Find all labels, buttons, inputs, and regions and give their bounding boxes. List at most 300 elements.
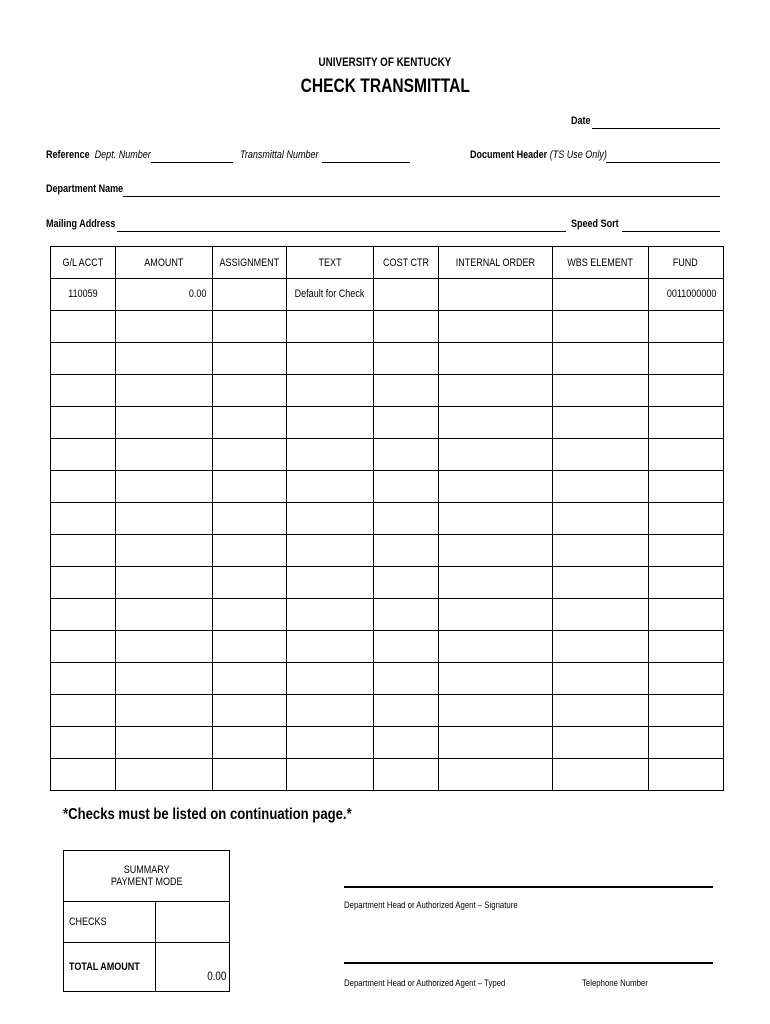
date-label: Date <box>571 115 591 127</box>
cell-fund[interactable] <box>648 631 723 663</box>
cell-wbs-element[interactable] <box>552 407 648 439</box>
cell-gl-acct[interactable] <box>51 343 116 375</box>
cell-cost-ctr[interactable] <box>373 343 438 375</box>
wbs-element-value <box>553 279 648 300</box>
assignment-value <box>213 535 286 556</box>
total-amount-label: TOTAL AMOUNT <box>69 961 140 973</box>
checks-label-cell <box>64 902 156 943</box>
text-value <box>287 663 373 684</box>
col-internal-order: INTERNAL ORDER <box>438 247 552 279</box>
cell-assignment[interactable] <box>213 407 287 439</box>
cell-fund[interactable] <box>648 663 723 695</box>
fund-value <box>649 311 723 332</box>
department-name-label: Department Name <box>46 183 124 195</box>
gl-acct-value <box>51 407 115 428</box>
cell-text[interactable] <box>286 375 373 407</box>
cell-wbs-element[interactable] <box>552 279 648 311</box>
cell-fund[interactable] <box>648 695 723 727</box>
mailing-address-label: Mailing Address <box>46 218 116 230</box>
fund-value <box>649 567 723 588</box>
dept-number-label: Dept. Number <box>94 149 151 161</box>
table-row <box>51 375 724 407</box>
assignment-value <box>213 407 286 428</box>
cell-gl-acct[interactable] <box>51 503 116 535</box>
cell-gl-acct[interactable] <box>51 727 116 759</box>
table-row <box>51 343 724 375</box>
table-row <box>51 759 724 791</box>
cell-assignment[interactable] <box>213 439 287 471</box>
internal-order-value <box>439 567 552 588</box>
cell-amount[interactable] <box>116 695 213 727</box>
summary-heading <box>64 851 230 902</box>
cell-assignment[interactable] <box>213 535 287 567</box>
cell-gl-acct[interactable] <box>51 695 116 727</box>
cell-text[interactable] <box>286 343 373 375</box>
transmittal-number-field[interactable] <box>322 150 410 163</box>
fund-value: 0011000000 <box>667 288 717 300</box>
fund-value <box>649 407 723 428</box>
col-fund: FUND <box>648 247 723 279</box>
cell-text[interactable] <box>286 695 373 727</box>
cell-fund[interactable] <box>648 471 723 503</box>
text-value <box>287 471 373 492</box>
amount-value <box>116 727 212 748</box>
gl-acct-value <box>51 439 115 460</box>
transmittal-table <box>50 246 724 791</box>
cell-internal-order[interactable] <box>438 535 552 567</box>
cell-assignment[interactable] <box>213 663 287 695</box>
gl-acct-value: 110059 <box>68 288 98 300</box>
cell-amount[interactable] <box>116 343 213 375</box>
dept-number-field[interactable] <box>151 150 233 163</box>
cell-gl-acct[interactable] <box>51 311 116 343</box>
department-name-field[interactable] <box>123 184 720 197</box>
internal-order-value <box>439 759 552 780</box>
cell-wbs-element[interactable] <box>552 343 648 375</box>
cell-internal-order[interactable] <box>438 439 552 471</box>
cost-ctr-value <box>374 759 438 780</box>
cell-cost-ctr[interactable] <box>373 279 438 311</box>
assignment-value <box>213 279 286 300</box>
date-field[interactable] <box>592 116 720 129</box>
assignment-value <box>213 631 286 652</box>
cell-fund[interactable] <box>648 759 723 791</box>
table-row <box>51 663 724 695</box>
summary-table <box>63 850 230 992</box>
internal-order-value <box>439 279 552 300</box>
cell-wbs-element[interactable] <box>552 759 648 791</box>
university-name <box>0 55 770 69</box>
table-row <box>51 311 724 343</box>
cell-text[interactable] <box>286 503 373 535</box>
wbs-element-value <box>553 663 648 684</box>
cell-wbs-element[interactable] <box>552 535 648 567</box>
cell-cost-ctr[interactable] <box>373 599 438 631</box>
cell-fund[interactable] <box>648 503 723 535</box>
cell-wbs-element[interactable] <box>552 695 648 727</box>
cell-text[interactable] <box>286 759 373 791</box>
gl-acct-value <box>51 631 115 652</box>
page-title-text: CHECK TRANSMITTAL <box>300 76 470 97</box>
document-header-group <box>470 149 607 161</box>
assignment-value <box>213 343 286 364</box>
gl-acct-value <box>51 567 115 588</box>
cell-internal-order[interactable] <box>438 503 552 535</box>
cell-cost-ctr[interactable] <box>373 567 438 599</box>
cell-text[interactable] <box>286 567 373 599</box>
cell-text[interactable] <box>286 631 373 663</box>
cell-cost-ctr[interactable] <box>373 407 438 439</box>
cost-ctr-value <box>374 311 438 332</box>
col-amount: AMOUNT <box>116 247 213 279</box>
fund-value <box>649 471 723 492</box>
fund-value <box>649 503 723 524</box>
amount-value <box>116 567 212 588</box>
cell-amount[interactable] <box>116 471 213 503</box>
cell-assignment[interactable] <box>213 759 287 791</box>
cost-ctr-value <box>374 599 438 620</box>
text-value <box>287 631 373 652</box>
cell-internal-order[interactable] <box>438 279 552 311</box>
amount-value <box>116 599 212 620</box>
cell-internal-order[interactable] <box>438 311 552 343</box>
fund-value <box>649 439 723 460</box>
cell-amount[interactable] <box>116 279 213 311</box>
reference-group <box>46 149 151 161</box>
cell-cost-ctr[interactable] <box>373 311 438 343</box>
cell-cost-ctr[interactable] <box>373 663 438 695</box>
cell-gl-acct[interactable] <box>51 471 116 503</box>
typed-name-label: Department Head or Authorized Agent – Typed <box>344 978 506 989</box>
cell-gl-acct[interactable] <box>51 279 116 311</box>
cell-cost-ctr[interactable] <box>373 727 438 759</box>
wbs-element-value <box>553 343 648 364</box>
cell-wbs-element[interactable] <box>552 471 648 503</box>
checks-value-cell[interactable] <box>156 902 230 943</box>
wbs-element-value <box>553 503 648 524</box>
fund-value <box>649 599 723 620</box>
cell-amount[interactable] <box>116 759 213 791</box>
cell-assignment[interactable] <box>213 631 287 663</box>
cost-ctr-value <box>374 727 438 748</box>
table-row <box>51 503 724 535</box>
cell-fund[interactable] <box>648 535 723 567</box>
cell-amount[interactable] <box>116 727 213 759</box>
cost-ctr-value <box>374 503 438 524</box>
cell-fund[interactable] <box>648 407 723 439</box>
internal-order-value <box>439 375 552 396</box>
cell-assignment[interactable] <box>213 695 287 727</box>
table-body <box>51 279 724 791</box>
fund-value <box>649 535 723 556</box>
col-cost-ctr: COST CTR <box>373 247 438 279</box>
assignment-value <box>213 439 286 460</box>
cell-internal-order[interactable] <box>438 567 552 599</box>
cell-assignment[interactable] <box>213 599 287 631</box>
cell-cost-ctr[interactable] <box>373 631 438 663</box>
cell-assignment[interactable] <box>213 503 287 535</box>
page-title <box>0 76 770 98</box>
internal-order-value <box>439 695 552 716</box>
university-name-text: UNIVERSITY OF KENTUCKY <box>318 55 452 69</box>
cell-gl-acct[interactable] <box>51 567 116 599</box>
fund-value <box>649 759 723 780</box>
cell-internal-order[interactable] <box>438 759 552 791</box>
col-wbs-element: WBS ELEMENT <box>552 247 648 279</box>
cell-gl-acct[interactable] <box>51 407 116 439</box>
table-header-row <box>51 247 724 279</box>
assignment-value <box>213 727 286 748</box>
cell-text[interactable] <box>286 599 373 631</box>
amount-value <box>116 471 212 492</box>
table-row <box>51 695 724 727</box>
internal-order-value <box>439 471 552 492</box>
cell-internal-order[interactable] <box>438 727 552 759</box>
amount-value <box>116 663 212 684</box>
fund-value <box>649 375 723 396</box>
cell-text[interactable] <box>286 439 373 471</box>
gl-acct-value <box>51 503 115 524</box>
text-value <box>287 343 373 364</box>
cell-fund[interactable] <box>648 439 723 471</box>
cost-ctr-value <box>374 471 438 492</box>
internal-order-value <box>439 311 552 332</box>
cell-gl-acct[interactable] <box>51 631 116 663</box>
cell-text[interactable] <box>286 535 373 567</box>
cell-internal-order[interactable] <box>438 471 552 503</box>
assignment-value <box>213 567 286 588</box>
amount-value <box>116 311 212 332</box>
cell-gl-acct[interactable] <box>51 535 116 567</box>
wbs-element-value <box>553 311 648 332</box>
cell-text[interactable] <box>286 407 373 439</box>
wbs-element-value <box>553 727 648 748</box>
gl-acct-value <box>51 311 115 332</box>
cell-wbs-element[interactable] <box>552 631 648 663</box>
fund-value <box>649 727 723 748</box>
cell-wbs-element[interactable] <box>552 663 648 695</box>
cell-wbs-element[interactable] <box>552 503 648 535</box>
assignment-value <box>213 759 286 780</box>
cell-assignment[interactable] <box>213 343 287 375</box>
gl-acct-value <box>51 343 115 364</box>
cell-fund[interactable] <box>648 727 723 759</box>
cell-wbs-element[interactable] <box>552 567 648 599</box>
text-value <box>287 311 373 332</box>
cell-amount[interactable] <box>116 535 213 567</box>
signature-line[interactable] <box>344 886 713 888</box>
cell-fund[interactable] <box>648 343 723 375</box>
cost-ctr-value <box>374 407 438 428</box>
wbs-element-value <box>553 695 648 716</box>
cell-cost-ctr[interactable] <box>373 503 438 535</box>
cell-wbs-element[interactable] <box>552 439 648 471</box>
cell-fund[interactable] <box>648 375 723 407</box>
cell-fund[interactable] <box>648 567 723 599</box>
text-value <box>287 535 373 556</box>
cell-fund[interactable] <box>648 599 723 631</box>
gl-acct-value <box>51 727 115 748</box>
amount-value <box>116 343 212 364</box>
cell-wbs-element[interactable] <box>552 311 648 343</box>
wbs-element-value <box>553 759 648 780</box>
reference-label: Reference <box>46 149 90 161</box>
cell-text[interactable] <box>286 311 373 343</box>
assignment-value <box>213 663 286 684</box>
internal-order-value <box>439 503 552 524</box>
cost-ctr-value <box>374 439 438 460</box>
wbs-element-value <box>553 471 648 492</box>
cell-assignment[interactable] <box>213 727 287 759</box>
cell-gl-acct[interactable] <box>51 663 116 695</box>
cost-ctr-value <box>374 343 438 364</box>
cell-text[interactable] <box>286 471 373 503</box>
table-row <box>51 567 724 599</box>
total-amount-label-cell <box>64 943 156 992</box>
col-gl-acct: G/L ACCT <box>51 247 116 279</box>
cell-internal-order[interactable] <box>438 599 552 631</box>
ts-use-only-note: (TS Use Only) <box>549 149 607 161</box>
cost-ctr-value <box>374 279 438 300</box>
typed-name-line[interactable] <box>344 962 713 964</box>
internal-order-value <box>439 727 552 748</box>
total-amount-value-cell[interactable] <box>156 943 230 992</box>
amount-value <box>116 407 212 428</box>
table-row <box>51 599 724 631</box>
fund-value <box>649 695 723 716</box>
mailing-address-field[interactable] <box>117 219 566 232</box>
cell-amount[interactable] <box>116 567 213 599</box>
cell-text[interactable] <box>286 663 373 695</box>
gl-acct-value <box>51 599 115 620</box>
cell-amount[interactable] <box>116 631 213 663</box>
telephone-label: Telephone Number <box>582 978 648 989</box>
summary-heading-line1: SUMMARY <box>123 864 170 876</box>
cost-ctr-value <box>374 567 438 588</box>
amount-value <box>116 439 212 460</box>
cell-amount[interactable] <box>116 375 213 407</box>
text-value <box>287 375 373 396</box>
internal-order-value <box>439 439 552 460</box>
table-row <box>51 279 724 311</box>
assignment-value <box>213 599 286 620</box>
cell-cost-ctr[interactable] <box>373 375 438 407</box>
cell-gl-acct[interactable] <box>51 599 116 631</box>
cost-ctr-value <box>374 375 438 396</box>
cell-gl-acct[interactable] <box>51 439 116 471</box>
internal-order-value <box>439 343 552 364</box>
total-amount-value: 0.00 <box>207 969 227 983</box>
col-assignment: ASSIGNMENT <box>213 247 287 279</box>
checks-label: CHECKS <box>69 916 107 928</box>
gl-acct-value <box>51 471 115 492</box>
assignment-value <box>213 471 286 492</box>
gl-acct-value <box>51 535 115 556</box>
transmittal-number-label: Transmittal Number <box>240 149 319 161</box>
amount-value <box>116 695 212 716</box>
gl-acct-value <box>51 663 115 684</box>
cell-cost-ctr[interactable] <box>373 439 438 471</box>
wbs-element-value <box>553 535 648 556</box>
amount-value <box>116 375 212 396</box>
document-header-label: Document Header <box>470 149 548 161</box>
cell-fund[interactable] <box>648 311 723 343</box>
wbs-element-value <box>553 375 648 396</box>
wbs-element-value <box>553 599 648 620</box>
cell-assignment[interactable] <box>213 471 287 503</box>
cell-internal-order[interactable] <box>438 343 552 375</box>
cell-text[interactable] <box>286 727 373 759</box>
cell-amount[interactable] <box>116 663 213 695</box>
cell-cost-ctr[interactable] <box>373 471 438 503</box>
wbs-element-value <box>553 631 648 652</box>
table-row <box>51 727 724 759</box>
cell-gl-acct[interactable] <box>51 759 116 791</box>
cell-cost-ctr[interactable] <box>373 535 438 567</box>
cell-internal-order[interactable] <box>438 663 552 695</box>
text-value <box>287 727 373 748</box>
cell-cost-ctr[interactable] <box>373 759 438 791</box>
cell-internal-order[interactable] <box>438 407 552 439</box>
speed-sort-label: Speed Sort <box>571 218 619 230</box>
fund-value <box>649 343 723 364</box>
cell-assignment[interactable] <box>213 279 287 311</box>
cell-assignment[interactable] <box>213 375 287 407</box>
table-row <box>51 631 724 663</box>
amount-value <box>116 535 212 556</box>
summary-heading-line2: PAYMENT MODE <box>110 876 183 888</box>
cell-amount[interactable] <box>116 311 213 343</box>
text-value <box>287 567 373 588</box>
cell-assignment[interactable] <box>213 311 287 343</box>
text-value <box>287 503 373 524</box>
cell-fund[interactable] <box>648 279 723 311</box>
cell-text[interactable] <box>286 279 373 311</box>
cell-internal-order[interactable] <box>438 695 552 727</box>
cell-assignment[interactable] <box>213 567 287 599</box>
internal-order-value <box>439 631 552 652</box>
cell-amount[interactable] <box>116 439 213 471</box>
cell-wbs-element[interactable] <box>552 375 648 407</box>
gl-acct-value <box>51 375 115 396</box>
wbs-element-value <box>553 567 648 588</box>
text-value <box>287 599 373 620</box>
cell-wbs-element[interactable] <box>552 727 648 759</box>
document-header-field[interactable] <box>606 150 720 163</box>
speed-sort-field[interactable] <box>622 219 720 232</box>
cell-cost-ctr[interactable] <box>373 695 438 727</box>
cost-ctr-value <box>374 695 438 716</box>
assignment-value <box>213 503 286 524</box>
cell-amount[interactable] <box>116 407 213 439</box>
text-value <box>287 759 373 780</box>
text-value <box>287 695 373 716</box>
amount-value <box>116 631 212 652</box>
table-row <box>51 535 724 567</box>
table-row <box>51 471 724 503</box>
col-text: TEXT <box>286 247 373 279</box>
cell-amount[interactable] <box>116 503 213 535</box>
cell-wbs-element[interactable] <box>552 599 648 631</box>
wbs-element-value <box>553 439 648 460</box>
cell-gl-acct[interactable] <box>51 375 116 407</box>
cell-internal-order[interactable] <box>438 375 552 407</box>
cell-internal-order[interactable] <box>438 631 552 663</box>
fund-value <box>649 663 723 684</box>
cell-amount[interactable] <box>116 599 213 631</box>
cost-ctr-value <box>374 663 438 684</box>
assignment-value <box>213 311 286 332</box>
